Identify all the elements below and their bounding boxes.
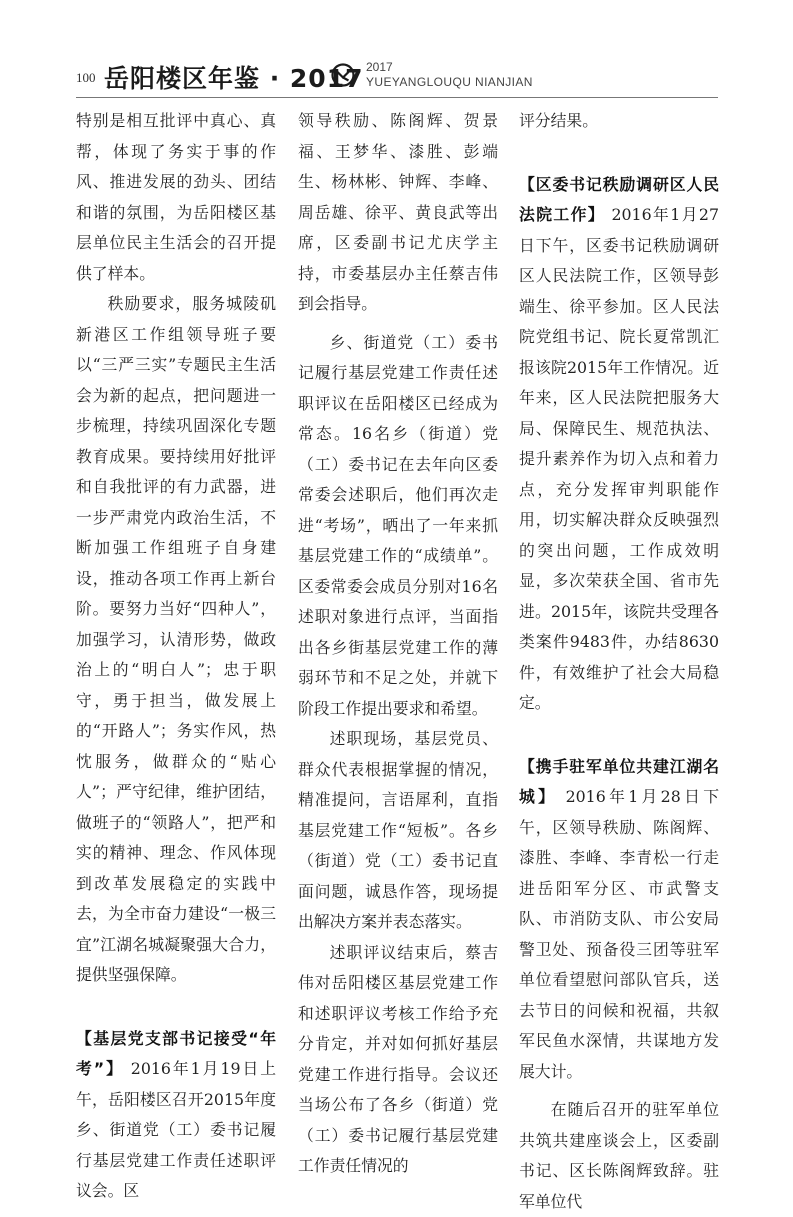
section-gap <box>76 991 276 1024</box>
section-gap <box>519 719 719 752</box>
section <box>519 752 719 1088</box>
paragraph: 特别是相互批评中真心、真帮，体现了务实于事的作风、推进发展的劲头、团结和谐的氛围，为岳阳楼区基层单位民主生活会的召开提供了样本。 <box>76 111 276 283</box>
page-number: 100 <box>76 70 96 85</box>
header-year: 2017 <box>366 60 393 74</box>
header-pinyin: YUEYANGLOUQU NIANJIAN <box>366 75 533 89</box>
paragraph: 乡、街道党（工）委书记履行基层党建工作责任述职评议在岳阳楼区已经成为常态。16名乡（街道）党（工）委书记在去年向区委常委会述职后，他们再次走进“考场”，晒出了一年来抓基层党建工作的“成绩单”。区委常委会成员分别对16名述职对象进行点评，当面指出各乡街基层党建工作的薄弱环节和不足之处，并就下阶段工作提出要求和希望。 <box>298 332 498 718</box>
column-right <box>519 106 719 1211</box>
section-text: 2016年1月19日上午，岳阳楼区召开2015年度乡、街道党（工）委书记履行基层党建工作责任述职评议会。区 <box>76 1059 276 1200</box>
section-text: 2016年1月28日下午，区领导秩励、陈阁辉、漆胜、李峰、李青松一行走进岳阳军分区、市武警支队、市消防支队、市公安局警卫处、预备役三团等驻军单位看望慰问部队官兵，送去节日的问候和祝福，共叙军民鱼水深情，共谋地方发展大计。 <box>519 787 719 1081</box>
paragraph-gap <box>298 320 498 328</box>
paragraph: 领导秩励、陈阁辉、贺景福、王梦华、漆胜、彭端生、杨林彬、钟辉、李峰、周岳雄、徐平、黄良武等出席，区委副书记尤庆学主持，市委基层办主任蔡吉伟到会指导。 <box>298 111 498 313</box>
paragraph: 秩励要求，服务城陵矶新港区工作组领导班子要以“三严三实”专题民主生活会为新的起点，把问题进一步梳理，持续巩固深化专题教育成果。要持续用好批评和自我批评的有力武器，进一步严肃党内政治生活，不断加强工作组班子自身建设，推动各项工作再上新台阶。要努力当好“四种人”，加强学习，认清形势，做政治上的“明白人”；忠于职守，勇于担当，做发展上的“开路人”；务实作风，热忱服务，做群众的“贴心人”；严守纪律，维护团结，做班子的“领路人”，把严和实的精神、理念、作风体现到改革发展稳定的实践中去，为全市奋力建设“一极三宜”江湖名城凝聚强大合力，提供坚强保障。 <box>76 294 276 984</box>
circle-chevron-logo-icon <box>331 63 355 87</box>
section-title: 【基层党支部书记接受“年考”】 <box>76 1028 276 1078</box>
header-divider <box>76 97 718 98</box>
paragraph: 述职现场，基层党员、群众代表根据掌握的情况，精准提问，言语犀利，直指基层党建工作“短板”。各乡（街道）党（工）委书记直面问题，诚恳作答，现场提出解决方案并表态落实。 <box>298 729 498 931</box>
book-title: 岳阳楼区年鉴 · 2017 <box>104 64 364 93</box>
paragraph: 在随后召开的驻军单位共筑共建座谈会上，区委副书记、区长陈阁辉致辞。驻军单位代 <box>519 1100 719 1211</box>
paragraph: 评分结果。 <box>519 111 598 130</box>
column-left <box>76 106 276 1200</box>
column-middle <box>298 106 498 1175</box>
section-title: 【携手驻军单位共建江湖名城】 <box>519 756 719 806</box>
section-gap <box>519 137 719 170</box>
section-text: 2016年1月27日下午，区委书记秩励调研区人民法院工作，区领导彭端生、徐平参加。区人民法院党组书记、院长夏常凯汇报该院2015年工作情况。近年来，区人民法院把服务大局、保障民生、规范执法、提升素养作为切入点和着力点，充分发挥审判职能作用，切实解决群众反映强烈的突出问题，工作成效明显，多次荣获全国、省市先进。2015年，该院共受理各类案件9483件，办结8630件，有效维护了社会大局稳定。 <box>519 205 719 712</box>
page-header <box>0 0 793 105</box>
section <box>519 170 719 719</box>
section-title: 【区委书记秩励调研区人民法院工作】 <box>519 174 719 224</box>
paragraph-gap <box>519 1087 719 1095</box>
paragraph: 述职评议结束后，蔡吉伟对岳阳楼区基层党建工作和述职评议考核工作给予充分肯定，并对如何抓好基层党建工作进行指导。会议还当场公布了各乡（街道）党（工）委书记履行基层党建工作责任情况的 <box>298 942 498 1175</box>
section <box>76 1024 276 1207</box>
